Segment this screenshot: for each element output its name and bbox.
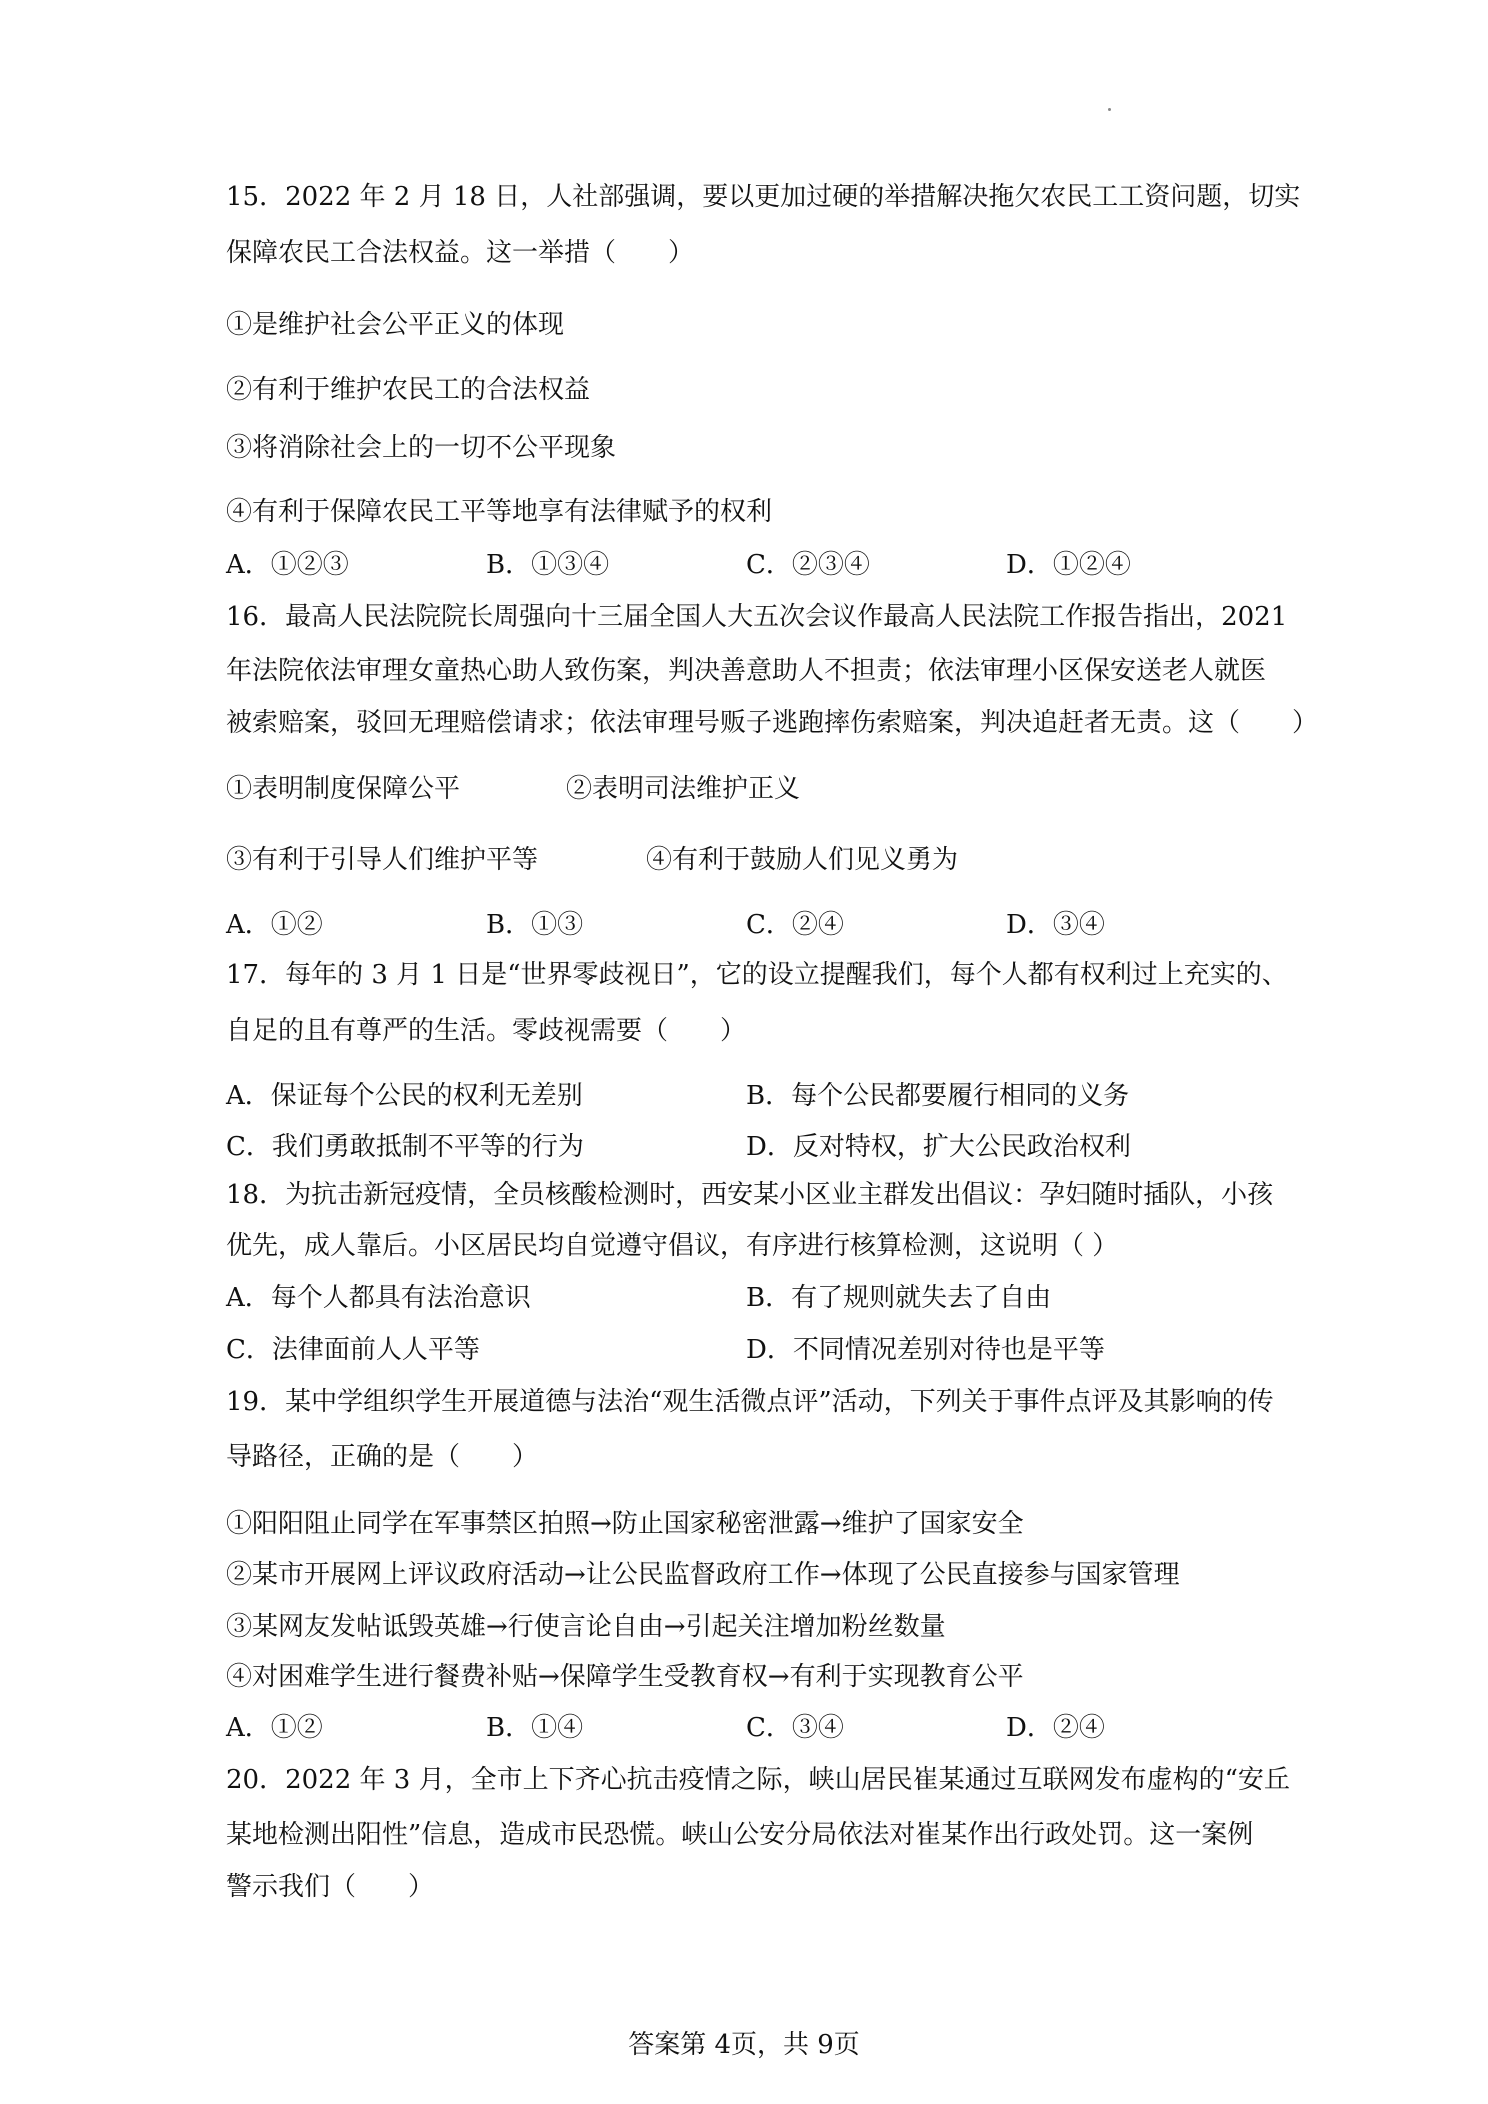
q19-stem-line1: 19．某中学组织学生开展道德与法治“观生活微点评”活动，下列关于事件点评及其影响的传 xyxy=(226,1387,1274,1417)
q15-statement-4: ④有利于保障农民工平等地享有法律赋予的权利 xyxy=(226,497,773,527)
q19-option-d[interactable]: D．②④ xyxy=(1006,1713,1105,1743)
q16-statement-4: ④有利于鼓励人们见义勇为 xyxy=(646,845,959,875)
q20-stem-line3: 警示我们（ ） xyxy=(226,1872,435,1902)
q16-statement-3: ③有利于引导人们维护平等 xyxy=(226,845,539,875)
q19-statement-1: ①阳阳阻止同学在军事禁区拍照→防止国家秘密泄露→维护了国家安全 xyxy=(226,1509,1024,1539)
q20-stem-line2: 某地检测出阳性”信息，造成市民恐慌。峡山公安分局依法对崔某作出行政处罚。这一案例 xyxy=(226,1820,1254,1850)
q15-stem-line1: 15．2022 年 2 月 18 日，人社部强调，要以更加过硬的举措解决拖欠农民工工资问题，切实 xyxy=(226,182,1301,212)
q18-stem-line2: 优先，成人靠后。小区居民均自觉遵守倡议，有序进行核算检测，这说明（ ） xyxy=(226,1231,1119,1261)
q20-stem-line1: 20．2022 年 3 月，全市上下齐心抗击疫情之际，峡山居民崔某通过互联网发布虚构的“安丘 xyxy=(226,1765,1290,1795)
q19-statement-2: ②某市开展网上评议政府活动→让公民监督政府工作→体现了公民直接参与国家管理 xyxy=(226,1560,1180,1590)
q18-stem-line1: 18．为抗击新冠疫情，全员核酸检测时，西安某小区业主群发出倡议：孕妇随时插队，小孩 xyxy=(226,1180,1274,1210)
q19-statement-4: ④对困难学生进行餐费补贴→保障学生受教育权→有利于实现教育公平 xyxy=(226,1662,1024,1692)
q19-statement-3: ③某网友发帖诋毁英雄→行使言论自由→引起关注增加粉丝数量 xyxy=(226,1612,946,1642)
q15-option-a[interactable]: A．①②③ xyxy=(226,550,349,580)
q17-option-a[interactable]: A．保证每个公民的权利无差别 xyxy=(226,1081,583,1111)
q16-statement-1: ①表明制度保障公平 xyxy=(226,774,461,804)
q17-option-c[interactable]: C．我们勇敢抵制不平等的行为 xyxy=(226,1132,584,1162)
q15-option-b[interactable]: B．①③④ xyxy=(486,550,610,580)
q17-stem-line1: 17．每年的 3 月 1 日是“世界零歧视日”，它的设立提醒我们，每个人都有权利过上充实的、 xyxy=(226,960,1288,990)
q18-option-d[interactable]: D．不同情况差别对待也是平等 xyxy=(746,1335,1105,1365)
q15-statement-2: ②有利于维护农民工的合法权益 xyxy=(226,375,591,405)
q15-option-d[interactable]: D．①②④ xyxy=(1006,550,1131,580)
q16-option-b[interactable]: B．①③ xyxy=(486,910,584,940)
q19-stem-line2: 导路径，正确的是（ ） xyxy=(226,1442,539,1472)
q16-stem-line1: 16．最高人民法院院长周强向十三届全国人大五次会议作最高人民法院工作报告指出，2021 xyxy=(226,602,1288,632)
q19-option-a[interactable]: A．①② xyxy=(226,1713,323,1743)
q16-option-a[interactable]: A．①② xyxy=(226,910,323,940)
q18-option-c[interactable]: C．法律面前人人平等 xyxy=(226,1335,480,1365)
q19-option-b[interactable]: B．①④ xyxy=(486,1713,584,1743)
q16-option-d[interactable]: D．③④ xyxy=(1006,910,1105,940)
q17-stem-line2: 自足的且有尊严的生活。零歧视需要（ ） xyxy=(226,1016,747,1046)
q15-option-c[interactable]: C．②③④ xyxy=(746,550,870,580)
q18-option-a[interactable]: A．每个人都具有法治意识 xyxy=(226,1283,531,1313)
q16-option-c[interactable]: C．②④ xyxy=(746,910,844,940)
q17-option-d[interactable]: D．反对特权，扩大公民政治权利 xyxy=(746,1132,1131,1162)
q16-stem-line2: 年法院依法审理女童热心助人致伤案，判决善意助人不担责；依法审理小区保安送老人就医 xyxy=(226,656,1267,686)
q18-option-b[interactable]: B．有了规则就失去了自由 xyxy=(746,1283,1052,1313)
scan-dot xyxy=(1108,108,1111,111)
q15-stem-line2: 保障农民工合法权益。这一举措（ ） xyxy=(226,238,695,268)
q17-option-b[interactable]: B．每个公民都要履行相同的义务 xyxy=(746,1081,1130,1111)
q15-statement-3: ③将消除社会上的一切不公平现象 xyxy=(226,433,617,463)
page-footer: 答案第 4页，共 9页 xyxy=(628,2030,860,2060)
q16-stem-line3: 被索赔案，驳回无理赔偿请求；依法审理号贩子逃跑摔伤索赔案，判决追赶者无责。这（ ） xyxy=(226,708,1319,738)
q16-statement-2: ②表明司法维护正义 xyxy=(566,774,801,804)
q19-option-c[interactable]: C．③④ xyxy=(746,1713,844,1743)
q15-statement-1: ①是维护社会公平正义的体现 xyxy=(226,310,565,340)
